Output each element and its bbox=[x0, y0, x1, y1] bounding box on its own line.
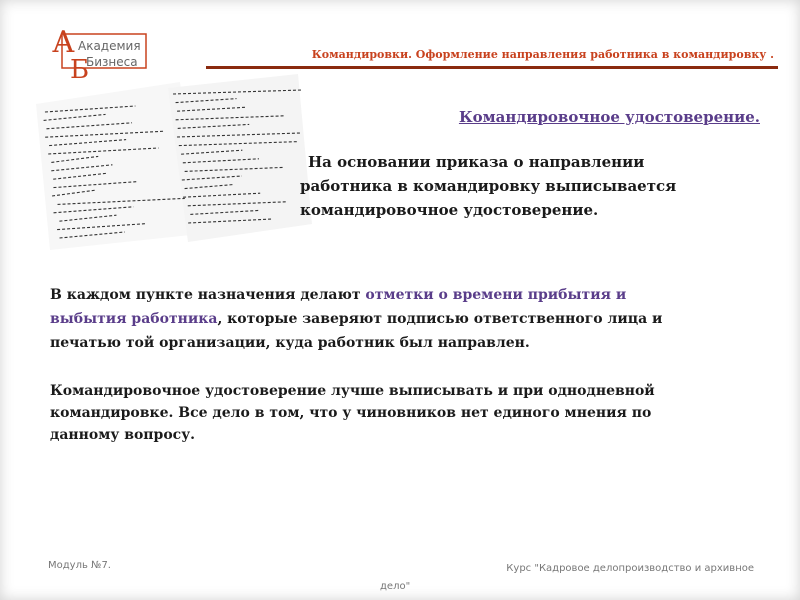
academy-logo-mark bbox=[48, 22, 158, 82]
logo-line2: Бизнеса bbox=[86, 55, 138, 69]
marks-text: В каждом пункте назначения делают bbox=[50, 287, 366, 303]
intro-paragraph bbox=[300, 150, 750, 222]
advice-line: командировке. Все дело в том, что у чиновников нет единого мнения по bbox=[50, 405, 652, 421]
marks-highlight: отметки о времени прибытия и bbox=[365, 287, 627, 303]
footer-course-line: Курс "Кадровое делопроизводство и архивное bbox=[506, 563, 754, 574]
marks-line bbox=[50, 307, 770, 331]
intro-line: командировочное удостоверение. bbox=[300, 201, 599, 219]
svg-text:Б: Б bbox=[70, 55, 90, 82]
section-title: Командировочное удостоверение. bbox=[458, 108, 760, 126]
intro-line: На основании приказа о направлении bbox=[308, 153, 645, 171]
logo-line1: Академия bbox=[78, 39, 141, 53]
footer-course-line: дело" bbox=[380, 581, 411, 592]
intro-line: работника в командировку выписывается bbox=[300, 177, 677, 195]
footer-module: Модуль №7. bbox=[48, 560, 111, 571]
travel-certificate-image bbox=[30, 74, 315, 250]
marks-text: , которые заверяют подписью ответственного лица и bbox=[217, 311, 663, 327]
header-title: Командировки. Оформление направления работника в командировку . bbox=[311, 48, 774, 61]
marks-line bbox=[50, 283, 770, 307]
advice-paragraph bbox=[50, 380, 770, 446]
advice-line: Командировочное удостоверение лучше выписывать и при однодневной bbox=[50, 383, 655, 399]
marks-line: печатью той организации, куда работник был направлен. bbox=[50, 335, 530, 351]
footer-course bbox=[370, 560, 754, 596]
advice-line: данному вопросу. bbox=[50, 427, 196, 443]
marks-highlight: выбытия работника bbox=[50, 311, 218, 327]
academy-logo bbox=[48, 22, 158, 82]
svg-text:А: А bbox=[52, 25, 75, 60]
marks-paragraph bbox=[50, 283, 770, 355]
header-divider bbox=[206, 66, 778, 69]
document-scan-icon bbox=[30, 74, 315, 250]
